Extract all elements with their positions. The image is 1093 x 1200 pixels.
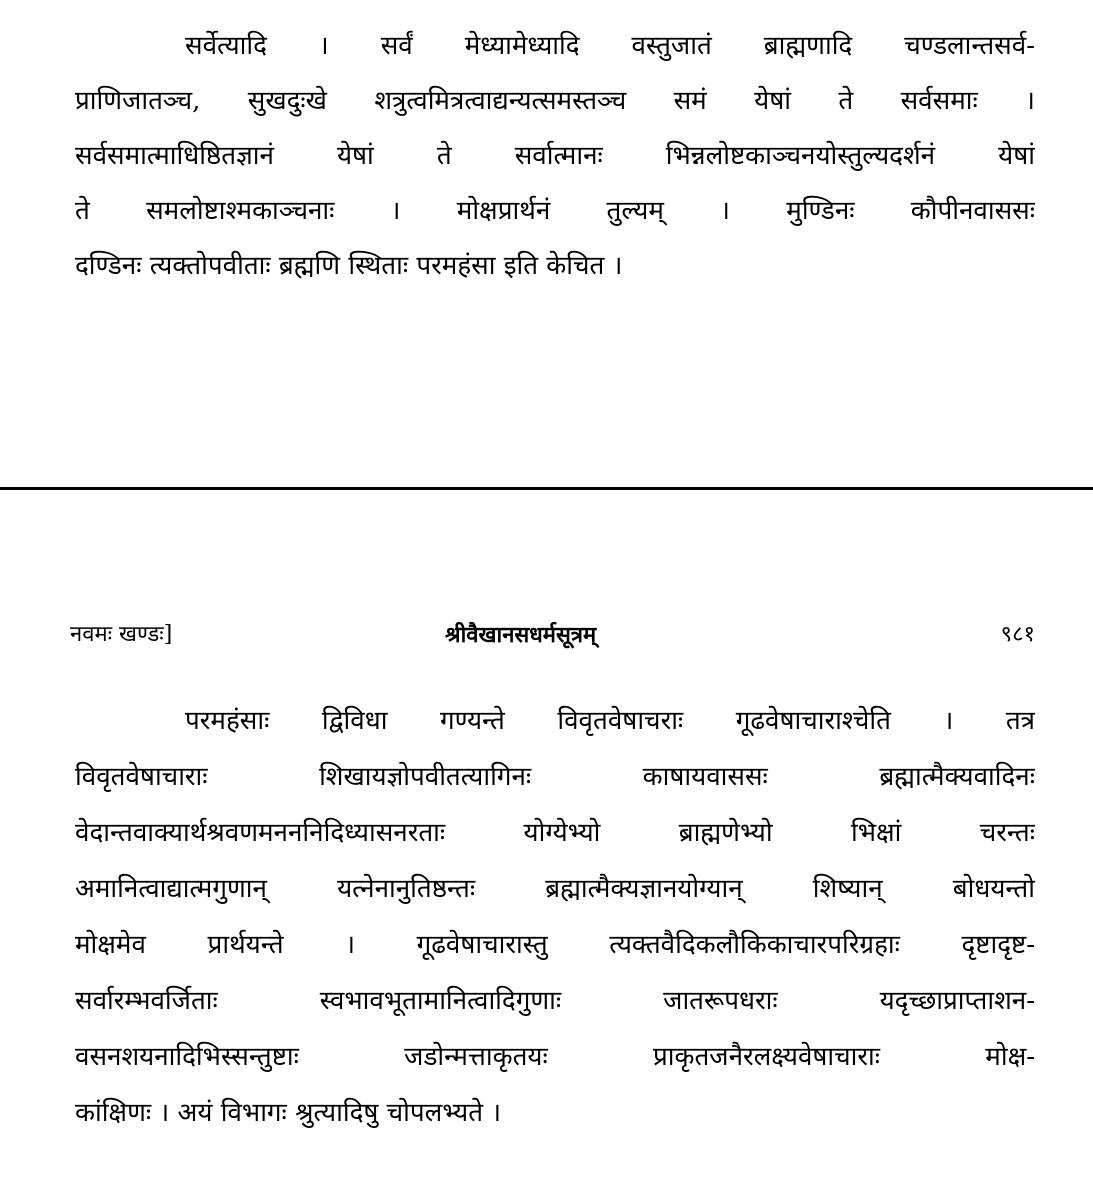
bottom-passage-line: सर्वारम्भवर्जिताः स्वभावभूतामानित्वादिगुणाः जातरूपधराः यदृच्छाप्राप्ताशन- bbox=[75, 986, 1035, 1016]
top-passage-line: प्राणिजातञ्च, सुखदुःखे शत्रुत्वमित्रत्वाद्यन्यत्समस्तञ्च समं येषां ते सर्वसमाः । bbox=[75, 86, 1035, 116]
top-passage-line: ते समलोष्टाश्मकाञ्चनाः । मोक्षप्रार्थनं तुल्यम् । मुण्डिनः कौपीनवाससः bbox=[75, 196, 1035, 226]
bottom-passage-line: अमानित्वाद्यात्मगुणान् यत्नेनानुतिष्ठन्तः ब्रह्मात्मैक्यज्ञानयोग्यान् शिष्यान् बोधयन्तो bbox=[75, 874, 1035, 904]
bottom-passage-line: वसनशयनादिभिस्सन्तुष्टाः जडोन्मत्ताकृतयः प्राकृतजनैरलक्ष्यवेषाचाराः मोक्ष- bbox=[75, 1042, 1035, 1072]
bottom-passage-line: कांक्षिणः । अयं विभागः श्रुत्यादिषु चोपलभ्यते । bbox=[75, 1098, 502, 1128]
top-passage-line: सर्वेत्यादि । सर्वं मेध्यामेध्यादि वस्तुजातं ब्राह्मणादि चण्डलान्तसर्व- bbox=[185, 31, 1035, 61]
bottom-passage-line: मोक्षमेव प्रार्थयन्ते । गूढवेषाचारास्तु त्यक्तवैदिकलौकिकाचारपरिग्रहाः दृष्टादृष्ट- bbox=[75, 930, 1035, 960]
top-passage-line: दण्डिनः त्यक्तोपवीताः ब्रह्मणि स्थिताः परमहंसा इति केचित । bbox=[75, 251, 623, 281]
bottom-passage-line: विवृतवेषाचाराः शिखायज्ञोपवीतत्यागिनः काषायवाससः ब्रह्मात्मैक्यवादिनः bbox=[75, 762, 1035, 792]
top-passage-line: सर्वसमात्माधिष्ठितज्ञानं येषां ते सर्वात्मानः भिन्नलोष्टकाञ्चनयोस्तुल्यदर्शनं येषां bbox=[75, 141, 1035, 171]
section-label: नवमः खण्डः] bbox=[70, 622, 173, 647]
page-divider bbox=[0, 487, 1093, 490]
bottom-passage-line: परमहंसाः द्विविधा गण्यन्ते विवृतवेषाचराः गूढवेषाचाराश्चेति । तत्र bbox=[185, 706, 1035, 736]
running-header bbox=[70, 615, 1035, 655]
book-title: श्रीवैखानसधर्मसूत्रम् bbox=[445, 622, 597, 648]
bottom-passage-line: वेदान्तवाक्यार्थश्रवणमनननिदिध्यासनरताः योग्येभ्यो ब्राह्मणेभ्यो भिक्षां चरन्तः bbox=[75, 818, 1035, 848]
page-number: ९८१ bbox=[1000, 622, 1035, 647]
